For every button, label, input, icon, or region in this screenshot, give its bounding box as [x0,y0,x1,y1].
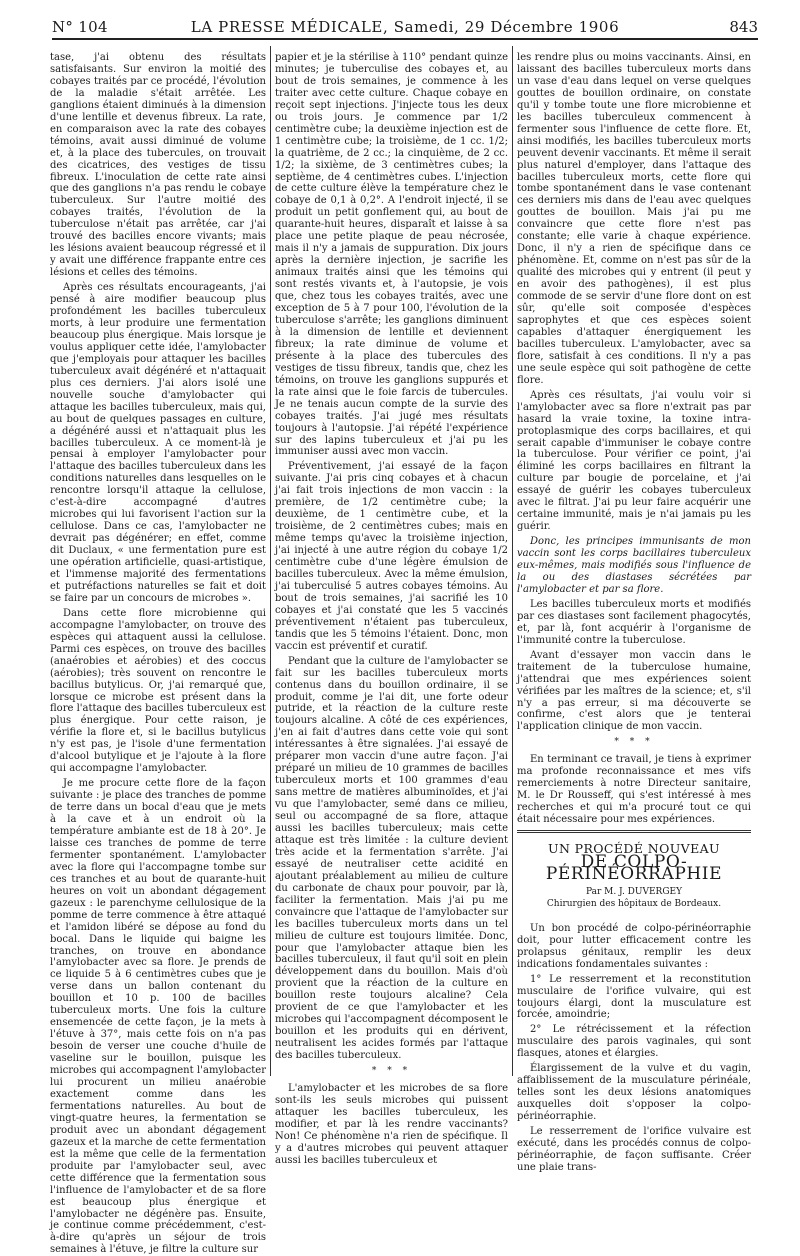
page-header [52,16,758,40]
column-divider [270,46,271,1076]
paragraph: Le resserrement de l'orifice vulvaire est exécuté, dans les procédés connus de colpo-périnéorraphie, de façon suffisante. Créer une plaie trans- [517,1126,751,1173]
paragraph: Avant d'essayer mon vaccin dans le traitement de la tuberculose humaine, j'attendrai que mes expériences soient vérifiées par les maîtres de la science; et, s'il n'y a pas erreur, si ma découverte se confirme, c'est alors que je tenterai l'application clinique de mon vaccin. [517,649,751,733]
section-separator: * * * [614,737,654,748]
article-title-line-1: UN PROCÉDÉ NOUVEAU [548,841,720,857]
article-body [517,923,751,1174]
paragraph: papier et je la stérilise à 110° pendant quinze minutes; je tuberculise des cobayes et, au bout de trois semaines, je commence à les traiter avec cette culture. Chaque cobaye en reçoit sept injections. J'injecte tous les deux ou trois jours. Je commence par 1/2 centimètre cube; la deuxième injection est de 1 centimètre cube; la troisième, de 1 cc. 1/2; la quatrième, de 2 cc.; la cinquième, de 2 cc. 1/2; la sixième, de 3 centimètres cubes; la septième, de 4 centimètres cubes. L'injection de cette culture élève la température chez le cobaye de 0,1 à 0,2°. A l'endroit injecté, il se produit un petit gonflement qui, au bout de quarante-huit heures, disparaît et laisse à sa place une petite plaque de peau nécrosée, mais il n'y a jamais de suppuration. Dix jours après la dernière injection, je sacrifie les animaux traités ainsi que les témoins qui sont restés vivants et, à l'autopsie, je vois que, chez tous les cobayes traités, avec une exception de 5 à 7 pour 100, l'évolution de la tuberculose s'arrête; les ganglions diminuent à la dimension de lentille et deviennent fibreux; la rate diminue de volume et présente à la place des tubercules des vestiges de tissu fibreux, tandis que, chez les témoins, on trouve les ganglions suppurés et la rate ainsi que le foie farcis de tubercules. Je ne tenais aucun compte de la survie des cobayes traités. J'ai jugé mes résultats toujours à l'autopsie. J'ai répété l'expérience sur des lapins tuberculeux et j'ai pu les immuniser aussi avec mon vaccin. [275,52,508,458]
paragraph: Dans cette flore microbienne qui accompagne l'amylobacter, on trouve des espèces qui attaquent aussi la cellulose. Parmi ces espèces, on trouve des bacilles (anaérobies et aérobies) et des coccus (aérobies); très souvent on rencontre le bacillus butylicus. Or, j'ai remarqué que, lorsque ce microbe est présent dans la flore l'attaque des bacilles tuberculeux est plus énergique. Pour cette raison, je vérifie la flore et, si le bacillus butylicus n'y est pas, je l'isole d'une fermentation d'alcool butylique et je l'ajoute à la flore qui accompagne l'amylobacter. [50,607,266,775]
column-2 [275,52,508,1166]
conclusion-paragraph: Donc, les principes immunisants de mon vaccin sont les corps bacillaires tuberculeux eux-mêmes, mais modifiés sous l'influence de la ou des diastases sécrétées par l'amylobacter et par sa flore. [517,536,751,595]
column-3 [517,52,751,1173]
article-author: Par M. J. DUVERGEY [585,886,683,897]
paragraph: Pendant que la culture de l'amylobacter se fait sur les bacilles tuberculeux morts contenus dans du bouillon ordinaire, il se produit, comme je l'ai dit, une forte odeur putride, et la réaction de la culture reste toujours alcaline. A côté de ces expériences, j'en ai fait d'autres dans cette voie qui sont intéressantes à être signalées. J'ai essayé de préparer mon vaccin d'une autre façon. J'ai préparé un milieu de 10 grammes de bacilles tuberculeux morts et 100 grammes d'eau sans mettre de matières albuminoïdes, et j'ai vu que l'amylobacter, semé dans ce milieu, seul ou accompagné de sa flore, attaque aussi les bacilles tuberculeux; mais cette attaque est très limitée : la culture devient très acide et la fermentation s'arrête. J'ai essayé de neutraliser cette acidité en ajoutant préalablement au milieu de culture du carbonate de chaux pour pouvoir, par là, faciliter la fermentation. Mais j'ai pu me convaincre que l'attaque de l'amylobacter sur les bacilles tuberculeux morts dans un tel milieu de culture est toujours limitée. Donc, pour que l'amylobacter attaque bien les bacilles tuberculeux, il faut qu'il soit en plein développement dans du bouillon. Mais d'où provient que la réaction de la culture en bouillon reste toujours alcaline? Cela provient de ce que l'amylobacter et les microbes qui l'accompagnent décomposent le bouillon et les produits qui en dérivent, neutralisent les acides formés par l'attaque des bacilles tuberculeux. [275,655,508,1062]
paragraph: Après ces résultats, j'ai voulu voir si l'amylobacter avec sa flore n'extrait pas par hasard la vraie toxine, la toxine intra-protoplasmique des corps bacillaires, et qui serait capable d'immuniser le cobaye contre la tuberculose. Pour vérifier ce point, j'ai éliminé les corps bacillaires en filtrant la culture par bougie de porcelaine, et j'ai essayé de guérir les cobayes tuberculeux avec le filtrat. J'ai pu leur faire acquérir une certaine immunité, mais je n'ai jamais pu les guérir. [517,389,751,533]
column-1 [50,52,266,1256]
paragraph: L'amylobacter et les microbes de sa flore sont-ils les seuls microbes qui puissent attaquer les bacilles tuberculeux, les modifier, et par là les rendre vaccinants? Non! Ce phénomène n'a rien de spécifique. Il y a d'autres microbes qui peuvent attaquer aussi les bacilles tuberculeux et [275,1083,508,1166]
issue-number: N° 104 [52,18,108,36]
journal-title: LA PRESSE MÉDICALE, Samedi, 29 Décembre 1906 [190,18,620,36]
paragraph: Un bon procédé de colpo-périnéorraphie doit, pour lutter efficacement contre les prolapsus génitaux, remplir les deux indications fondamentales suivantes : [517,922,751,970]
page-number: 843 [729,18,758,36]
paragraph: 2° Le rétrécissement et la réfection musculaire des parois vaginales, qui sont flasques, atones et élargies. [517,1024,751,1060]
paragraph: Les bacilles tuberculeux morts et modifiés par ces diastases sont facilement phagocytés, et, par là, font acquérir à l'organisme de l'immunité contre la tuberculose. [517,598,751,646]
article-title-line-2: DE COLPO-PÉRINÉORRAPHIE [545,852,723,884]
paragraph: les rendre plus ou moins vaccinants. Ainsi, en laissant des bacilles tuberculeux morts dans un vase d'eau dans lequel on verse quelques gouttes de bouillon ordinaire, on constate qu'il y tombe toute une flore microbienne et les bacilles tuberculeux commencent à fermenter sous l'influence de cette flore. Et, ainsi modifiés, les bacilles tuberculeux morts peuvent devenir vaccinants. Et même il serait plus naturel d'employer, dans l'attaque des bacilles tuberculeux morts, cette flore qui tombe spontanément dans le vase contenant ces derniers mis dans de l'eau avec quelques gouttes de bouillon. Mais j'ai pu me convaincre que cette flore n'est pas constante; elle varie à chaque expérience. Donc, il n'y a rien de spécifique dans ce phénomène. Et, comme on n'est pas sûr de la qualité des microbes qui y entrent (il peut y en avoir des pathogènes), il est plus commode de se servir d'une flore dont on est sûr, qu'elle soit composée d'espèces saprophytes et que ces espèces soient capables d'attaquer énergiquement les bacilles tuberculeux. L'amylobacter, avec sa flore, satisfait à ces conditions. Il n'y a pas une seule espèce qui soit pathogène de cette flore. [517,52,751,386]
column-divider [512,46,513,1076]
acknowledgment-paragraph: En terminant ce travail, je tiens à exprimer ma profonde reconnaissance et mes vifs remerciements à notre Directeur sanitaire, M. le Dr Rousseff, qui s'est intéressé à mes recherches et qui m'a procuré tout ce qui était nécessaire pour mes expériences. [517,754,751,826]
article-separator-rule [517,830,751,833]
paragraph: Je me procure cette flore de la façon suivante : je place des tranches de pomme de terre dans un bocal d'eau que je mets à la cave et à un endroit où la température ambiante est de 18 à 20°. Je laisse ces tranches de pomme de terre fermenter spontanément. L'amylobacter avec la flore qui l'accompagne tombe sur ces tranches et au bout de quarante-huit heures on voit un abondant dégagement gazeux : le parenchyme cellulosique de la pomme de terre commence à être attaqué et l'amidon libéré se dépose au fond du bocal. Dans le liquide qui baigne les tranches, on trouve en abondance l'amylobacter avec sa flore. Je prends de ce liquide 5 à 6 centimètres cubes que je verse dans un ballon contenant du bouillon et 10 p. 100 de bacilles tuberculeux morts. Une fois la culture ensemencée de cette façon, je la mets à l'étuve à 37°, mais cette fois on n'a pas besoin de verser une couche d'huile de vaseline sur le bouillon, puisque les microbes qui accompagnent l'amylobacter lui procurent un milieu anaérobie exactement comme dans les fermentations naturelles. Au bout de vingt-quatre heures, la fermentation se produit avec un abondant dégagement gazeux et la marche de cette fermentation est la même que celle de la fermentation produite par l'amylobacter seul, avec cette différence que la fermentation sous l'influence de l'amylobacter et de sa flore est beaucoup plus énergique et l'amylobacter ne dégénère pas. Ensuite, je continue comme précédemment, c'est-à-dire qu'après un séjour de trois semaines à l'étuve, je filtre la culture sur [50,778,266,1256]
article-affiliation: Chirurgien des hôpitaux de Bordeaux. [546,898,722,909]
section-separator: * * * [371,1066,412,1077]
paragraph: Préventivement, j'ai essayé de la façon suivante. J'ai pris cinq cobayes et à chacun j'ai fait trois injections de mon vaccin : la première, de 1/2 centimètre cube; la deuxième, de 1 centimètre cube, et la troisième, de 2 centimètres cubes; mais en même temps qu'avec la troisième injection, j'ai injecté à une autre région du cobaye 1/2 centimètre cube d'une légère émulsion de bacilles tuberculeux. Avec la même émulsion, j'ai tuberculisé 5 autres cobayes témoins. Au bout de trois semaines, j'ai sacrifié les 10 cobayes et j'ai constaté que les 5 vaccinés préventivement n'étaient pas tuberculeux, tandis que les 5 témoins l'étaient. Donc, mon vaccin est préventif et curatif. [275,461,508,652]
paragraph: 1° Le resserrement et la reconstitution musculaire de l'orifice vulvaire, qui est toujours élargi, dont la musculature est forcée, amoindrie; [517,973,751,1021]
paragraph: Après ces résultats encourageants, j'ai pensé à aire modifier beaucoup plus profondément les bacilles tuberculeux morts, à leur produire une fermentation beaucoup plus énergique. Mais lorsque je voulus appliquer cette idée, l'amylobacter que j'employais pour attaquer les bacilles tuberculeux avait dégénéré et n'attaquait plus ces derniers. J'ai alors isolé une nouvelle souche d'amylobacter qui attaque les bacilles tuberculeux, mais qui, au bout de quelques passages en culture, a dégénéré aussi et n'attaquait plus les bacilles tuberculeux. A ce moment-là je pensai à employer l'amylobacter pour l'attaque des bacilles tuberculeux dans les conditions naturelles dans lesquelles on le rencontre lorsqu'il attaque la cellulose, c'est-à-dire accompagné d'autres microbes qui lui favorisent l'action sur la cellulose. Dans ce cas, l'amylobacter ne devrait pas dégénérer; en effet, comme dit Duclaux, « une fermentation pure est une opération artificielle, quasi-artistique, et l'immense majorité des fermentations et putréfactions naturelles se fait et doit se faire par un concours de microbes ». [50,282,266,604]
paragraph: Élargissement de la vulve et du vagin, affaiblissement de la musculature périnéale, telles sont les deux lésions anatomiques auxquelles doit s'opposer la colpo-périnéorraphie. [517,1063,751,1123]
paragraph: tase, j'ai obtenu des résultats satisfaisants. Sur environ la moitié des cobayes traités par ce procédé, l'évolution de la maladie s'était arrêtée. Les ganglions étaient diminués à la dimension d'une lentille et devenus fibreux. La rate, en comparaison avec la rate des cobayes témoins, avait aussi diminué de volume et, à la place des tubercules, on trouvait des cicatrices, des vestiges de tissu fibreux. L'inoculation de cette rate ainsi que des ganglions n'a pas rendu le cobaye tuberculeux. Sur l'autre moitié des cobayes traités, l'évolution de la tuberculose n'était pas arrêtée, car j'ai trouvé des bacilles encore vivants; mais les lésions avaient beaucoup régressé et il y avait une différence frappante entre ces lésions et celles des témoins. [50,52,266,279]
